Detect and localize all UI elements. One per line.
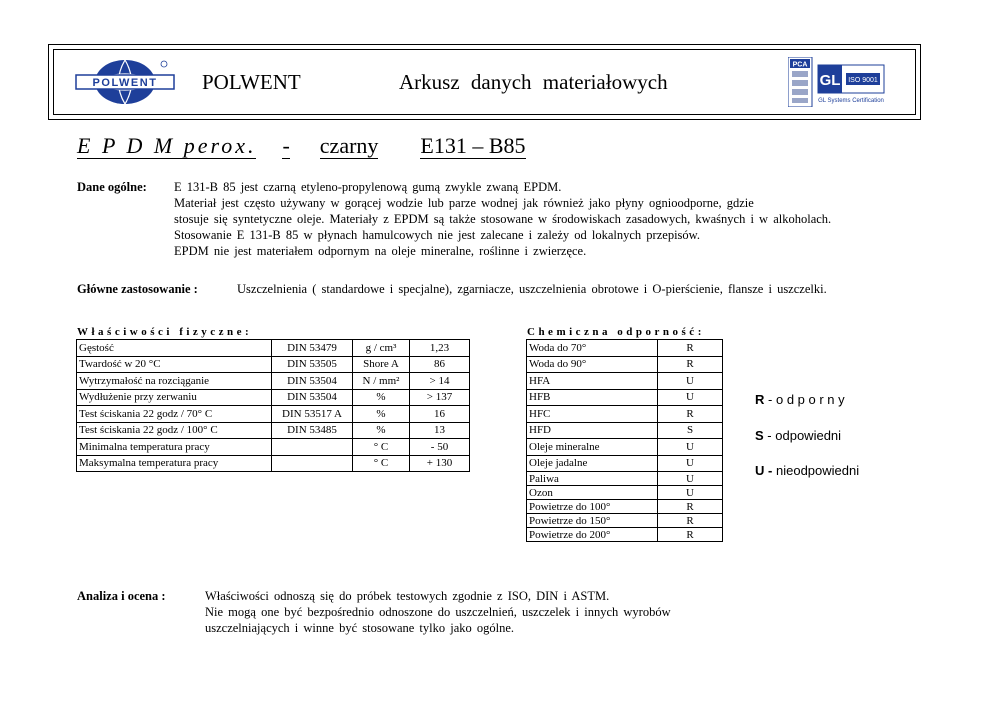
company-name: POLWENT [202, 70, 301, 94]
table-row [77, 373, 470, 390]
chemical-heading: Chemiczna odporność: [527, 326, 705, 338]
property-unit: ° C [353, 455, 410, 472]
material-code: E131 – B85 [420, 133, 526, 158]
table-row [77, 406, 470, 423]
property-norm: DIN 53485 [272, 422, 353, 439]
table-row [527, 373, 723, 390]
property-value: 16 [410, 406, 470, 423]
table-row [527, 455, 723, 472]
property-value: > 14 [410, 373, 470, 390]
legend-key: S [755, 428, 764, 443]
table-row [527, 422, 723, 439]
medium-rating: U [658, 389, 723, 406]
medium-rating: U [658, 472, 723, 486]
property-name: Twardość w 20 °C [77, 356, 272, 373]
table-row [527, 500, 723, 514]
table-row [77, 389, 470, 406]
medium-name: Ozon [527, 486, 658, 500]
material-name: E P D M perox. [77, 133, 257, 158]
property-name: Test ściskania 22 godz / 70° C [77, 406, 272, 423]
cert-pca-text: PCA [792, 61, 808, 69]
legend-text: o d p o r n y [775, 392, 845, 407]
general-label: Dane ogólne: [77, 180, 147, 194]
cert-gl-text: GL [819, 72, 841, 89]
legend-item-s [755, 428, 841, 443]
property-norm: DIN 53504 [272, 373, 353, 390]
medium-name: HFD [527, 422, 658, 439]
medium-rating: R [658, 406, 723, 423]
medium-name: Woda do 70° [527, 340, 658, 357]
chemical-resistance-table [526, 339, 723, 542]
table-row [527, 514, 723, 528]
table-row [527, 340, 723, 357]
property-name: Wydłużenie przy zerwaniu [77, 389, 272, 406]
medium-name: HFA [527, 373, 658, 390]
application-text: Uszczelnienia ( standardowe i specjalne), zgarniacze, uszczelnienia obrotowe i O-pierścienie, flansze i uszczelki. [237, 282, 827, 296]
property-unit: % [353, 389, 410, 406]
table-row [77, 439, 470, 456]
medium-name: Woda do 90° [527, 356, 658, 373]
medium-rating: R [658, 514, 723, 528]
medium-name: Powietrze do 100° [527, 500, 658, 514]
medium-rating: R [658, 356, 723, 373]
certification-badges [788, 57, 886, 107]
property-value: - 50 [410, 439, 470, 456]
legend-key: R [755, 392, 765, 407]
analysis-label: Analiza i ocena : [77, 589, 166, 603]
medium-rating: U [658, 373, 723, 390]
material-color: czarny [319, 133, 379, 158]
table-row [77, 340, 470, 357]
medium-name: HFB [527, 389, 658, 406]
table-row [527, 356, 723, 373]
legend-text: nieodpowiedni [775, 463, 860, 478]
general-line: Stosowanie E 131-B 85 w płynach hamulcowych nie jest zalecane i zależy od lokalnych przepisów. [174, 228, 700, 242]
property-name: Wytrzymałość na rozciąganie [77, 373, 272, 390]
property-unit: ° C [353, 439, 410, 456]
property-norm [272, 455, 353, 472]
property-norm [272, 439, 353, 456]
medium-rating: U [658, 486, 723, 500]
property-norm: DIN 53504 [272, 389, 353, 406]
physical-heading: Właściwości fizyczne: [77, 326, 253, 338]
cert-gl-caption: GL Systems Certification [818, 98, 884, 104]
table-row [527, 406, 723, 423]
general-text [174, 179, 831, 259]
legend-separator: - [767, 428, 772, 443]
cert-iso-text: ISO 9001 [848, 77, 878, 84]
medium-rating: R [658, 500, 723, 514]
property-name: Minimalna temperatura pracy [77, 439, 272, 456]
medium-name: Paliwa [527, 472, 658, 486]
property-value: 86 [410, 356, 470, 373]
application-label: Główne zastosowanie : [77, 282, 198, 296]
table-row [77, 455, 470, 472]
property-value: 13 [410, 422, 470, 439]
medium-name: Powietrze do 200° [527, 528, 658, 542]
property-unit: g / cm³ [353, 340, 410, 357]
analysis-line: Właściwości odnoszą się do próbek testowych zgodnie z ISO, DIN i ASTM. [205, 589, 610, 603]
table-row [527, 486, 723, 500]
legend-item-u [755, 463, 859, 478]
physical-properties-table [76, 339, 470, 472]
table-row [527, 528, 723, 542]
analysis-line: uszczelniających i winne być stosowane tylko jako ogólne. [205, 621, 515, 635]
medium-name: Oleje mineralne [527, 439, 658, 456]
property-name: Maksymalna temperatura pracy [77, 455, 272, 472]
medium-name: Oleje jadalne [527, 455, 658, 472]
property-unit: % [353, 406, 410, 423]
material-title [77, 133, 526, 159]
general-line: E 131-B 85 jest czarną etyleno-propylenową gumą zwykle zwaną EPDM. [174, 180, 562, 194]
property-norm: DIN 53517 A [272, 406, 353, 423]
property-unit: Shore A [353, 356, 410, 373]
analysis-text [205, 588, 671, 636]
medium-rating: U [658, 455, 723, 472]
medium-rating: S [658, 422, 723, 439]
property-unit: N / mm² [353, 373, 410, 390]
table-row [77, 356, 470, 373]
property-value: > 137 [410, 389, 470, 406]
general-line: Materiał jest często używany w gorącej wodzie lub parze wodnej jak również jako płyny ognioodporne, gdzie [174, 196, 754, 210]
medium-rating: R [658, 528, 723, 542]
medium-rating: U [658, 439, 723, 456]
document-title: Arkusz danych materiałowych [399, 70, 668, 94]
medium-name: HFC [527, 406, 658, 423]
legend-key: U [755, 463, 765, 478]
property-norm: DIN 53479 [272, 340, 353, 357]
legend-item-r [755, 392, 845, 407]
material-dash: - [282, 133, 290, 158]
property-norm: DIN 53505 [272, 356, 353, 373]
table-row [527, 389, 723, 406]
legend-text: odpowiedni [775, 428, 842, 443]
table-row [527, 439, 723, 456]
table-row [77, 422, 470, 439]
general-line: EPDM nie jest materiałem odpornym na oleje mineralne, roślinne i zwierzęce. [174, 244, 587, 258]
property-name: Test ściskania 22 godz / 100° C [77, 422, 272, 439]
medium-name: Powietrze do 150° [527, 514, 658, 528]
property-unit: % [353, 422, 410, 439]
property-value: 1,23 [410, 340, 470, 357]
legend-separator: - [768, 463, 773, 478]
table-row [527, 472, 723, 486]
general-line: stosuje się syntetyczne oleje. Materiały z EPDM są także stosowane w środowiskach zasadowych, kwaśnych i w alkoholach. [174, 212, 832, 226]
property-value: + 130 [410, 455, 470, 472]
legend-separator: - [768, 392, 773, 407]
medium-rating: R [658, 340, 723, 357]
polwent-logo [74, 58, 176, 106]
logo-text: POLWENT [92, 77, 158, 89]
analysis-line: Nie mogą one być bezpośrednio odnoszone do uszczelnień, uszczelek i innych wyrobów [205, 605, 671, 619]
property-name: Gęstość [77, 340, 272, 357]
